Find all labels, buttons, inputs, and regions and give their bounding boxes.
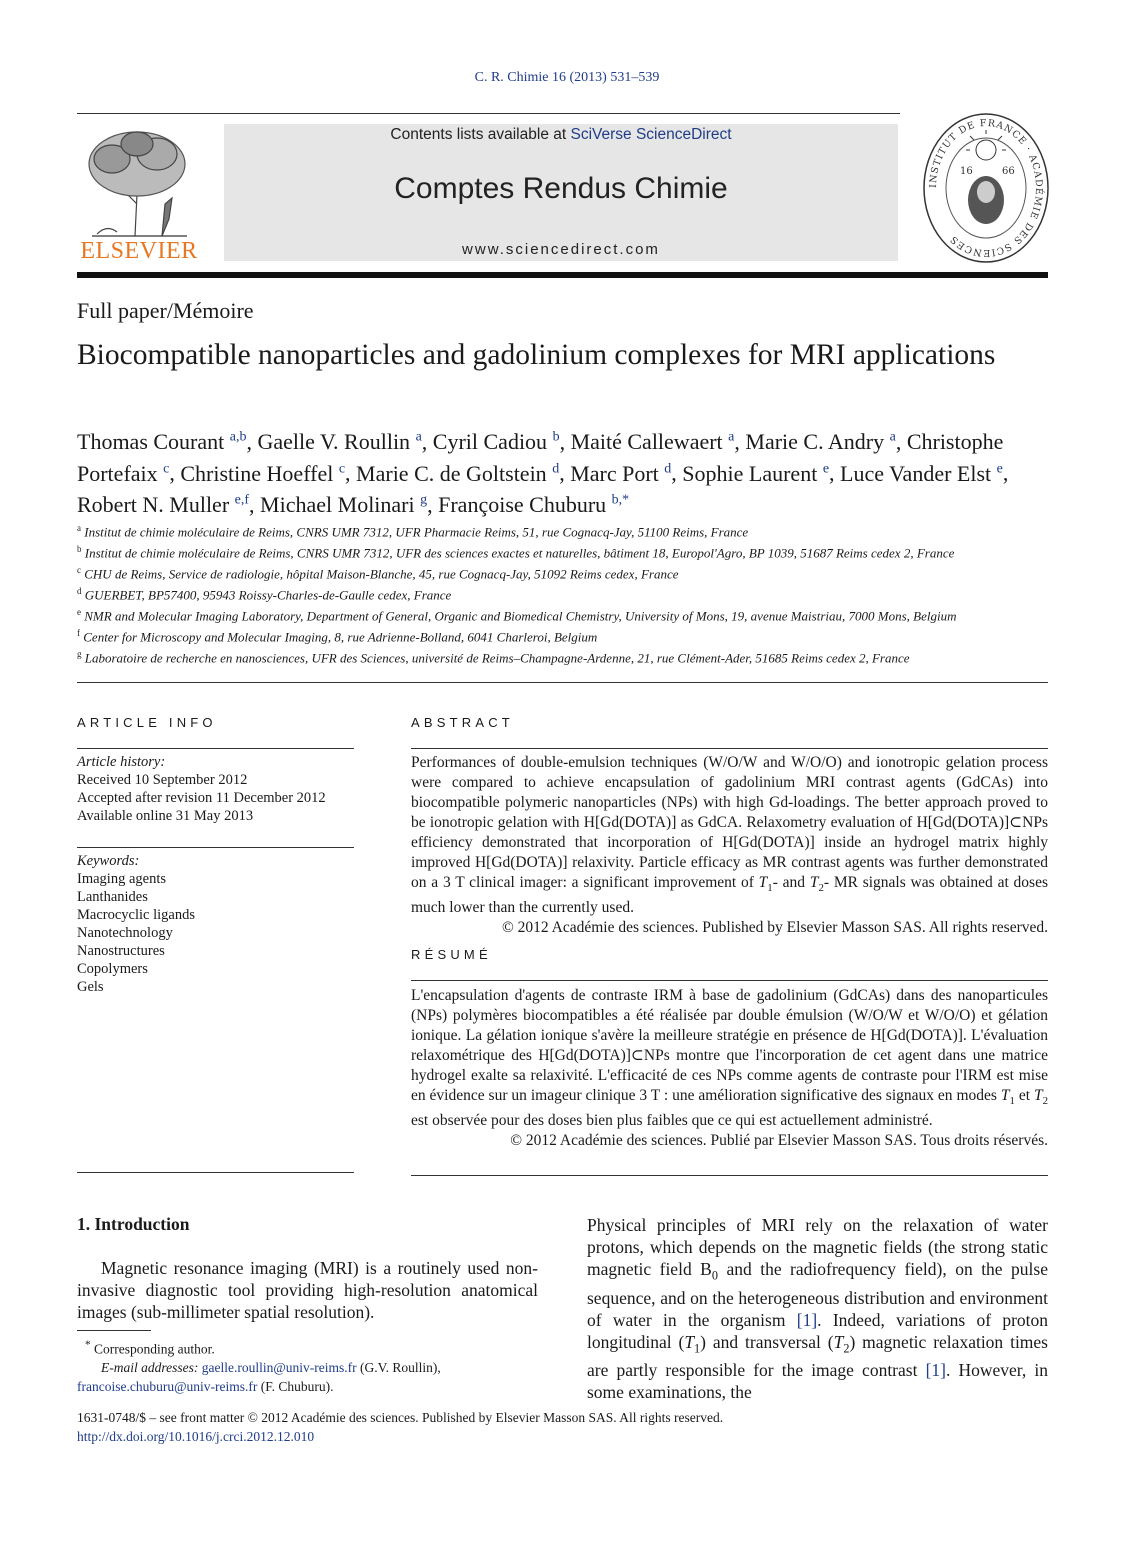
journal-citation[interactable]: C. R. Chimie 16 (2013) 531–539 bbox=[474, 70, 660, 85]
contents-line bbox=[224, 126, 898, 144]
keyword: Macrocyclic ligands bbox=[77, 907, 195, 923]
header-rule bbox=[77, 113, 900, 114]
abstract-heading: ABSTRACT bbox=[411, 715, 514, 730]
affiliation-item: $^b$ Institut de chimie moléculaire de Reims, CNRS UMR 7312, UFR des sciences exactes et naturelles, bâtiment 18, Europol'Agro, BP 1039, 51687 Reims cedex 2, France bbox=[77, 543, 955, 561]
doi-link[interactable]: http://dx.doi.org/10.1016/j.crci.2012.12.010 bbox=[77, 1428, 315, 1444]
author: Cyril Cadiou $^b$ bbox=[432, 429, 560, 455]
tree-icon bbox=[77, 124, 201, 239]
intro-paragraph: Magnetic resonance imaging (MRI) is a routinely used non-invasive diagnostic tool providing high-resolution anatomical images (sub-millimeter spatial resolution). bbox=[77, 1258, 538, 1322]
article-history bbox=[77, 753, 354, 825]
issn-line: 1631-0748/$ – see front matter © 2012 Académie des sciences. Published by Elsevier Masson SAS. All rights reserved. bbox=[77, 1410, 724, 1425]
journal-title: Comptes Rendus Chimie bbox=[394, 172, 728, 205]
affiliations bbox=[77, 520, 1049, 666]
seal-year-right: 66 bbox=[1002, 166, 1015, 177]
keyword: Nanotechnology bbox=[77, 925, 173, 941]
affiliation-rule bbox=[77, 682, 1048, 683]
keyword: Gels bbox=[77, 979, 104, 995]
keyword: Nanostructures bbox=[77, 943, 165, 959]
affiliation-item: $^g$ Laboratoire de recherche en nanosciences, UFR des Sciences, université de Reims–Champagne-Ardenne, 21, rue Clément-Ader, 51685 Reims cedex 2, France bbox=[77, 648, 910, 665]
corresponding-author-note: * Corresponding author. bbox=[85, 1339, 215, 1357]
header-thick-rule bbox=[77, 272, 1048, 278]
page-footer bbox=[77, 1409, 1048, 1446]
footnotes bbox=[77, 1336, 538, 1396]
author: Christophe Portefaix $^c$ bbox=[77, 429, 1004, 486]
author: Luce Vander Elst $^e$ bbox=[840, 460, 1003, 486]
affiliation-item: $^c$ CHU de Reims, Service de radiologie, hôpital Maison-Blanche, 45, rue Cognacq-Jay, 51092 Reims cedex, France bbox=[77, 564, 679, 582]
resume-heading: RÉSUMÉ bbox=[411, 947, 492, 962]
keywords-label: Keywords: bbox=[77, 853, 140, 869]
online-date: Available online 31 May 2013 bbox=[77, 808, 254, 824]
footnote-rule bbox=[77, 1330, 151, 1331]
author-affil-link[interactable]: b bbox=[552, 430, 560, 445]
keyword: Copolymers bbox=[77, 961, 148, 977]
abstract-text: Performances of double-emulsion techniques (W/O/W and W/O/O) and ionotropic gelation process were compared to achieve encapsulation of gadolinium MRI contrast agents (GdCAs) into biocompatible polymeric nanoparticles (NPs) with high Gd-loadings. The better approach proved to be ionotropic gelation with H[Gd(DOTA)] as GdCA. Relaxometry evaluation of H[Gd(DOTA)]⊂NPs efficiency demonstrated that incorporation of H[Gd(DOTA)] inside an hydrogel matrix highly improved H[Gd(DOTA)] relaxivity. Particle efficacy as MR contrast agents was further demonstrated on a 3 T clinical imager: a significant improvement of $T_1-$ and $T_2-$ MR signals was obtained at doses much lower than the currently used. © 2012 Académie des sciences. Published by Elsevier Masson SAS. All rights reserved. bbox=[411, 754, 1049, 937]
body-column-right: Physical principles of MRI rely on the relaxation of water protons, which depends on the magnetic fields (the strong static magnetic field $B_0$ and the radiofrequency field), on the pulse sequence, and on the heterogeneous distribution and environment of water in the organism [1]. Indeed, variations of proton longitudinal $(T_1)$ and transversal $(T_2)$ magnetic relaxation times are partly responsible for the image contrast [1]. However, in some examinations, the bbox=[587, 1215, 1049, 1402]
info-rule-bottom bbox=[77, 1172, 354, 1173]
accepted-date: Accepted after revision 11 December 2012 bbox=[77, 790, 326, 806]
abstract-rule bbox=[411, 748, 1048, 749]
seal-text: INSTITUT DE FRANCE · ACADÉMIE DES SCIENCES bbox=[927, 117, 1045, 259]
resume-copyright: © 2012 Académie des sciences. Publié par Elsevier Masson SAS. Tous droits réservés. bbox=[510, 1132, 1048, 1150]
seal-year-left: 16 bbox=[960, 166, 973, 177]
author-affil-link[interactable]: c bbox=[163, 461, 170, 477]
author: Michael Molinari $^g$ bbox=[260, 491, 428, 517]
journal-url-link[interactable]: www.sciencedirect.com bbox=[462, 241, 660, 258]
author: Marc Port $^d$ bbox=[570, 460, 672, 486]
received-date: Received 10 September 2012 bbox=[77, 772, 248, 788]
affiliation-item: $^d$ GUERBET, BP57400, 95943 Roissy-Charles-de-Gaulle cedex, France bbox=[77, 585, 452, 603]
seal-icon bbox=[922, 112, 1050, 264]
author-affil-link[interactable]: e bbox=[996, 461, 1003, 477]
affiliation-item: $^e$ NMR and Molecular Imaging Laboratory, Department of General, Organic and Biomedical Chemistry, University of Mons, 19, avenue Maistriau, 7000 Mons, Belgium bbox=[77, 606, 957, 624]
author-affil-link[interactable]: a bbox=[728, 430, 735, 445]
keyword: Imaging agents bbox=[77, 871, 166, 887]
email-link[interactable]: gaelle.roullin@univ-reims.fr bbox=[201, 1360, 357, 1375]
academie-seal bbox=[922, 112, 1050, 264]
author: Marie C. de Goltstein $^d$ bbox=[356, 460, 560, 486]
author-affil-link[interactable]: a bbox=[889, 430, 896, 445]
author: Marie C. Andry $^a$ bbox=[745, 429, 896, 455]
author: Maité Callewaert $^a$ bbox=[570, 429, 735, 455]
author-affil-link[interactable]: g bbox=[420, 492, 428, 508]
author: Christine Hoeffel $^c$ bbox=[180, 460, 346, 486]
email-link[interactable]: francoise.chuburu@univ-reims.fr bbox=[77, 1378, 258, 1394]
affiliation-item: $^a$ Institut de chimie moléculaire de Reims, CNRS UMR 7312, UFR Pharmacie Reims, 51, rue Cognacq-Jay, 51100 Reims, France bbox=[77, 523, 749, 540]
author: Sophie Laurent $^e$ bbox=[682, 460, 830, 486]
author-affil-link[interactable]: b,* bbox=[611, 492, 630, 508]
history-label: Article history: bbox=[77, 754, 166, 770]
contents-prefix: Contents lists available at bbox=[390, 126, 567, 143]
resume-rule-bottom bbox=[411, 1175, 1048, 1176]
abstract-copyright: © 2012 Académie des sciences. Published by Elsevier Masson SAS. All rights reserved. bbox=[501, 919, 1048, 937]
introduction-heading: 1. Introduction bbox=[77, 1214, 190, 1234]
author-affil-link[interactable]: d bbox=[664, 461, 672, 477]
author-list: Thomas Courant $^{a,b}$, Gaelle V. Roullin $^a$, Cyril Cadiou $^b$, Maité Callewaert $^a$, Marie C. Andry $^a$, Christophe Portefaix $^c$, Christine Hoeffel $^c$, Marie C. de Goltstein $^d$, Marc Port $^d$, Sophie Laurent $^e$, Luce Vander Elst $^e$, Robert N. Muller $^{e,f}$, Michael Molinari $^g$, Françoise Chuburu $^{b,*}$ bbox=[77, 429, 1009, 517]
sciencedirect-link[interactable]: SciVerse ScienceDirect bbox=[570, 126, 732, 143]
keywords bbox=[77, 852, 354, 996]
author-affil-link[interactable]: c bbox=[338, 461, 346, 477]
reference-link[interactable]: [1] bbox=[796, 1309, 818, 1330]
info-rule-1 bbox=[77, 748, 354, 749]
reference-link[interactable]: [1] bbox=[925, 1360, 946, 1380]
keyword: Lanthanides bbox=[77, 889, 148, 905]
article-info-heading: ARTICLE INFO bbox=[77, 715, 217, 730]
resume-text: L'encapsulation d'agents de contraste IRM à base de gadolinium (GdCAs) dans des nanoparticules (NPs) polymères biocompatibles a été réalisée par double émulsion (W/O/W et W/O/O) et gélation ionique. La gélation ionique s'avère la meilleure stratégie en présence de H[Gd(DOTA)]. L'évaluation relaxométrique des H[Gd(DOTA)]⊂NPs montre que l'incorporation de cet agent dans une matrice hydrogel exalte sa relaxivité. L'efficacité de ces NPs comme agents de contraste pour l'IRM est mise en évidence sur un imageur clinique 3 T : une amélioration significative des signaux en modes $T_1$ et $T_2$ est observée pour des doses bien plus faibles que ce qui est actuellement administré. © 2012 Académie des sciences. Publié par Elsevier Masson SAS. Tous droits réservés. bbox=[411, 987, 1048, 1150]
author-affil-link[interactable]: a,b bbox=[229, 430, 247, 445]
paper-type: Full paper/Mémoire bbox=[77, 298, 254, 323]
paper-title: Biocompatible nanoparticles and gadolinium complexes for MRI applications bbox=[77, 339, 996, 371]
email-line: E-mail addresses: gaelle.roullin@univ-reims.fr (G.V. Roullin), bbox=[101, 1360, 441, 1375]
author-affil-link[interactable]: e bbox=[822, 461, 830, 477]
resume-rule bbox=[411, 980, 1048, 981]
author: Thomas Courant $^{a,b}$ bbox=[77, 429, 247, 455]
author: Robert N. Muller $^{e,f}$ bbox=[77, 491, 250, 517]
author: Gaelle V. Roullin $^a$ bbox=[257, 429, 422, 455]
author: Françoise Chuburu $^{b,*}$ bbox=[438, 491, 630, 517]
affiliation-item: $^f$ Center for Microscopy and Molecular Imaging, 8, rue Adrienne-Bolland, 6041 Charleroi, Belgium bbox=[77, 627, 598, 644]
author-affil-link[interactable]: d bbox=[552, 461, 560, 477]
author-affil-link[interactable]: a bbox=[415, 430, 422, 445]
email-line: francoise.chuburu@univ-reims.fr (F. Chuburu). bbox=[77, 1378, 334, 1394]
author-affil-link[interactable]: e,f bbox=[234, 492, 250, 508]
elsevier-wordmark: ELSEVIER bbox=[80, 238, 198, 264]
info-rule-2 bbox=[77, 847, 354, 848]
